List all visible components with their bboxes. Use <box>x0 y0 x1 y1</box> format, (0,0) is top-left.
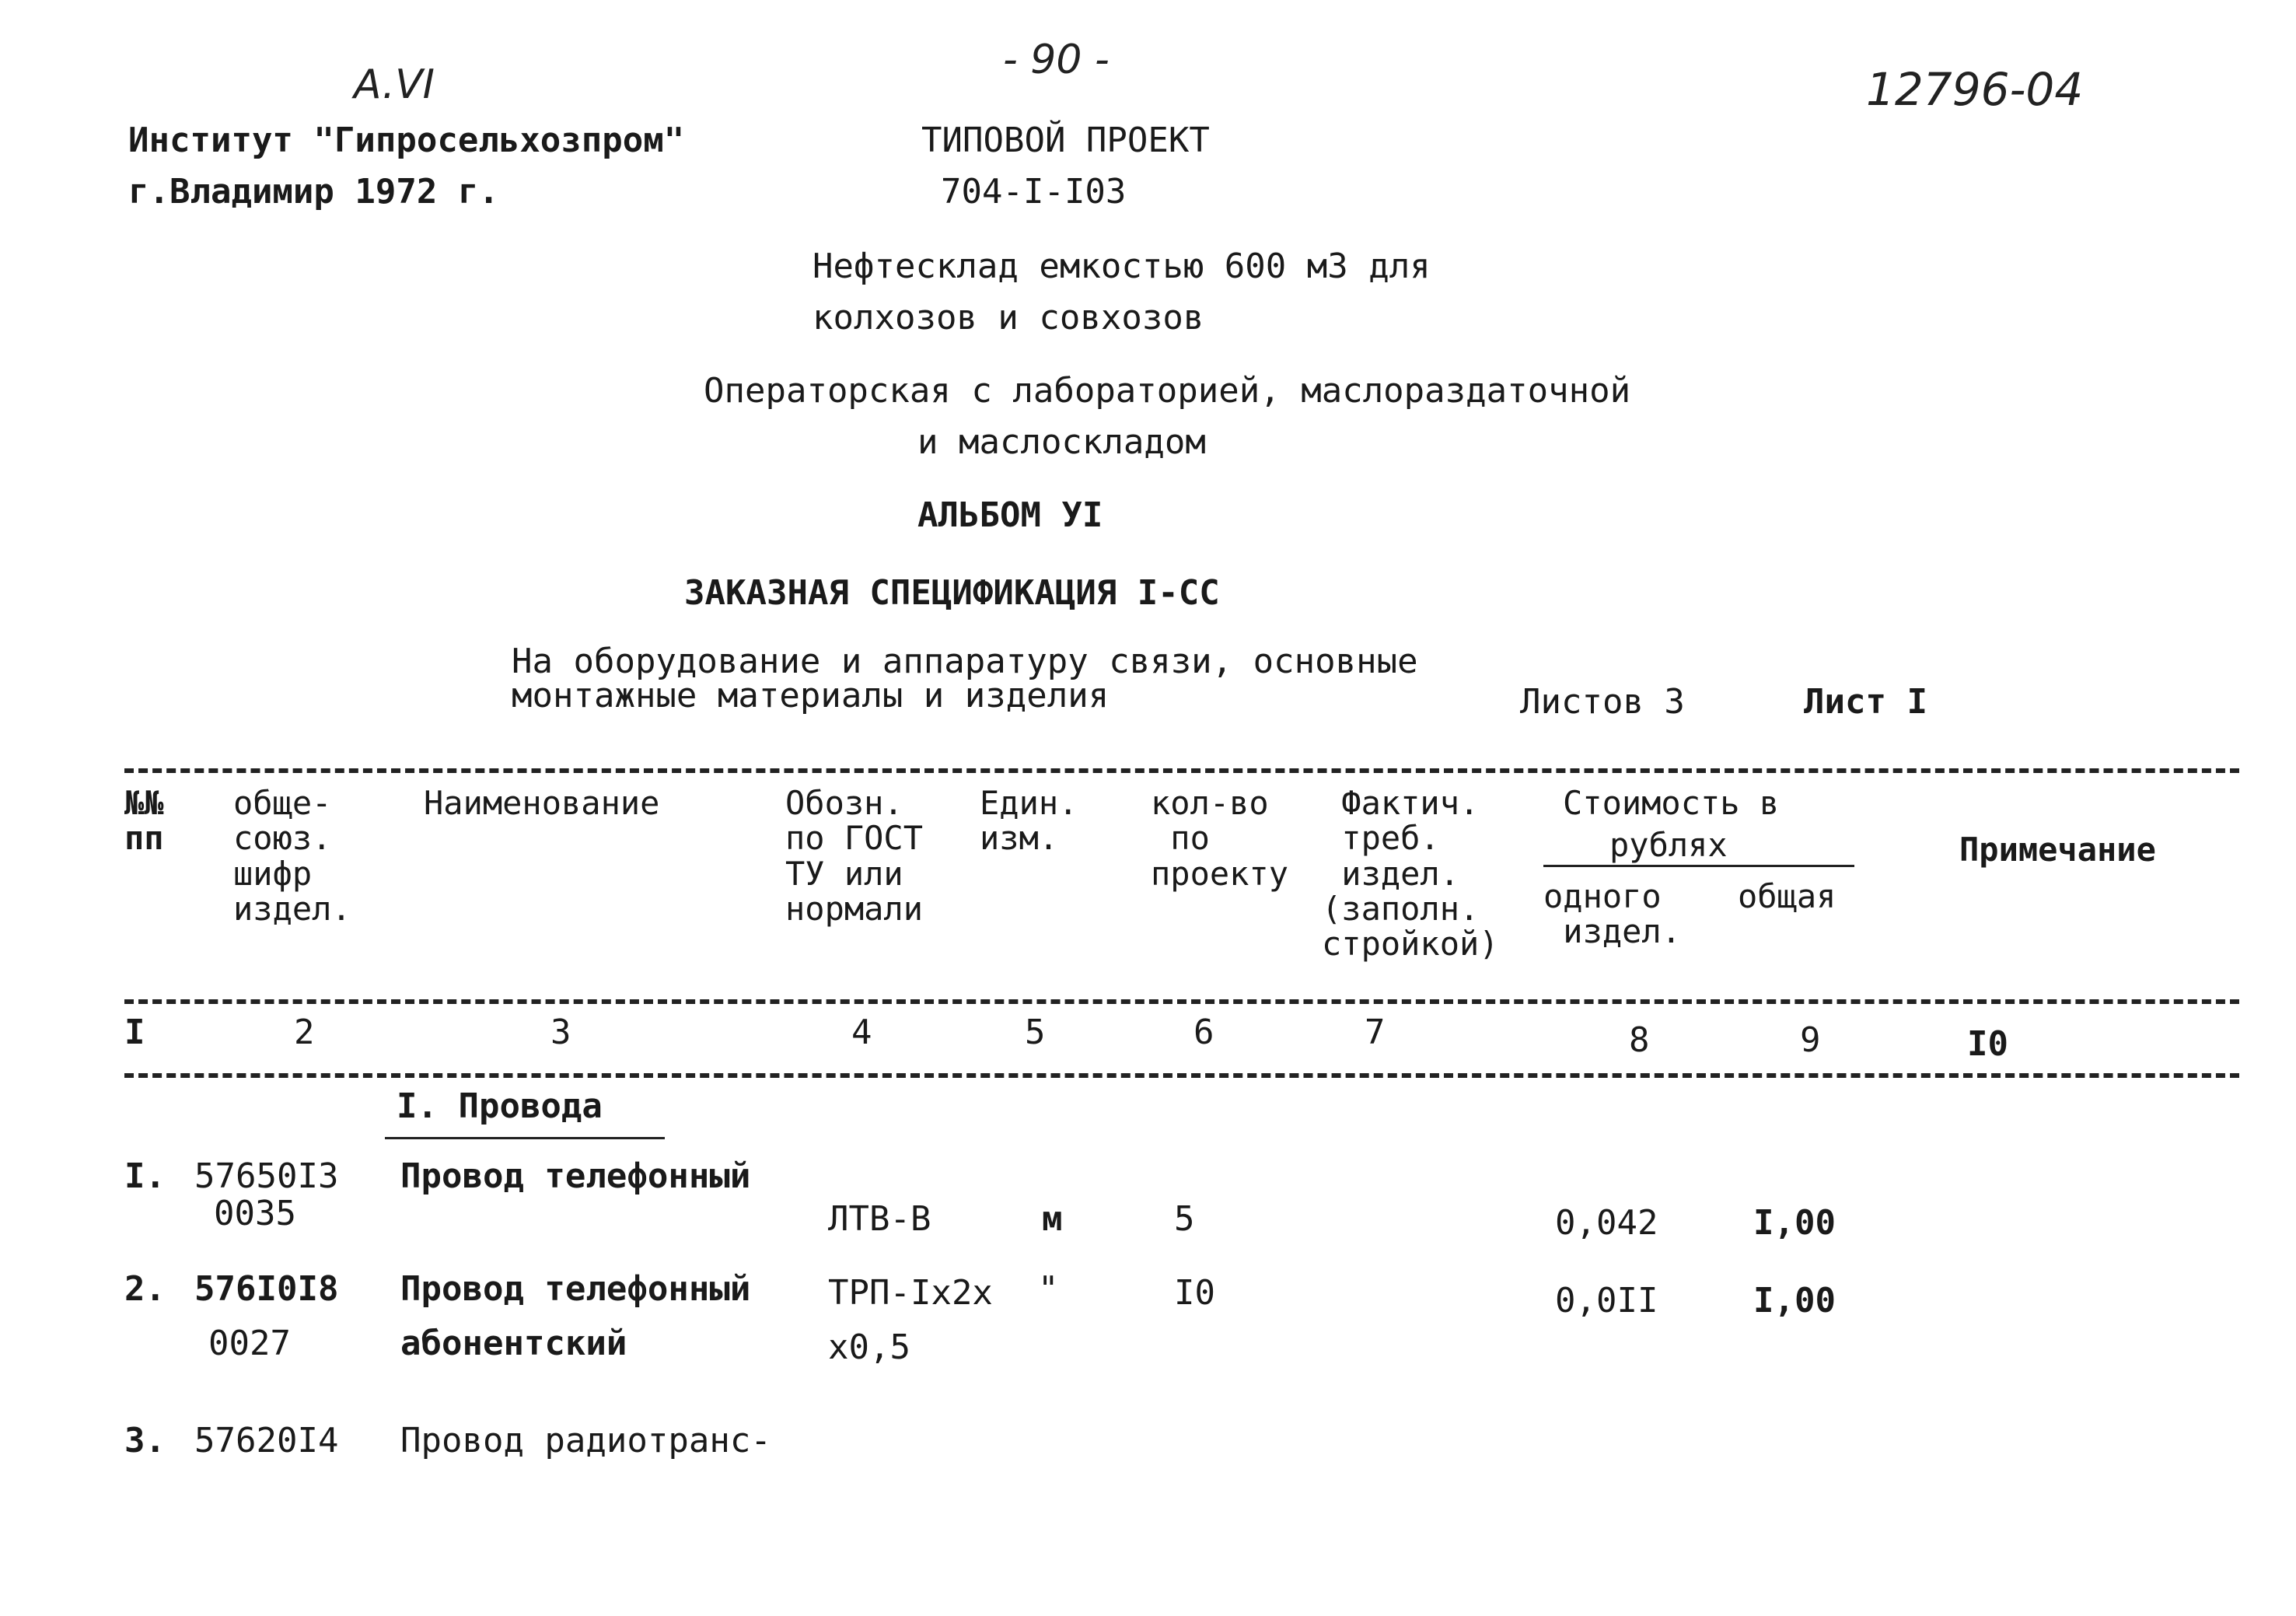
title-line-1: Нефтесклад емкостью 600 м3 для <box>813 247 1431 286</box>
row-2-name-1: Провод телефонный <box>400 1269 751 1309</box>
city-year: г.Владимир 1972 г. <box>128 172 499 212</box>
title-line-4: и маслоскладом <box>917 422 1206 462</box>
row-2-total: I,00 <box>1753 1281 1836 1320</box>
row-1-quantity: 5 <box>1174 1199 1195 1239</box>
col-header-notes: Примечание <box>1959 831 2156 869</box>
col-number-5: 5 <box>1025 1013 1046 1052</box>
row-2-code-2: 0027 <box>208 1324 291 1363</box>
table-top-rule <box>124 768 2239 773</box>
page-number: - 90 - <box>1003 37 1110 83</box>
col-number-9: 9 <box>1800 1020 1821 1060</box>
title-line-2: колхозов и совхозов <box>813 298 1204 338</box>
project-label: ТИПОВОЙ ПРОЕКТ <box>921 121 1210 160</box>
section-title: I. Провода <box>397 1086 603 1126</box>
col-header-name: Наименование <box>424 784 660 822</box>
col-header-quantity: кол-во по проекту <box>1151 784 1289 893</box>
row-3-number: 3. <box>124 1421 166 1460</box>
col-number-7: 7 <box>1365 1013 1386 1052</box>
sheets-total: Листов 3 <box>1520 682 1685 722</box>
col-number-8: 8 <box>1629 1020 1650 1060</box>
row-2-number: 2. <box>124 1269 166 1309</box>
row-2-gost-2: х0,5 <box>828 1327 910 1367</box>
row-2-quantity: I0 <box>1174 1273 1215 1313</box>
title-line-3: Операторская с лабораторией, маслораздаточной <box>704 371 1631 411</box>
col-header-cost: Стоимость в <box>1563 784 1780 822</box>
row-1-code-2: 0035 <box>214 1194 296 1233</box>
col-header-actual: Фактич. треб. издел. (заполн. стройкой) <box>1322 784 1499 964</box>
col-number-1: I <box>124 1013 145 1052</box>
row-1-name: Провод телефонный <box>400 1156 751 1196</box>
row-2-price: 0,0II <box>1555 1281 1658 1320</box>
row-3-name: Провод радиотранс- <box>400 1421 771 1460</box>
row-1-code-1: 57650I3 <box>194 1156 339 1196</box>
col-header-cost-rubles: рублях <box>1609 826 1728 864</box>
document-number: 12796-04 <box>1866 63 2084 116</box>
spec-subtitle-1: На оборудование и аппаратуру связи, основные <box>512 642 1418 681</box>
row-2-name-2: абонентский <box>400 1324 627 1363</box>
col-number-3: 3 <box>550 1013 571 1052</box>
col-number-2: 2 <box>294 1013 315 1052</box>
spec-subtitle-2: монтажные материалы и изделия <box>512 676 1110 715</box>
col-number-6: 6 <box>1193 1013 1214 1052</box>
col-header-unit: Един. изм. <box>980 784 1078 858</box>
cost-header-underline <box>1543 865 1854 867</box>
institute-name: Институт "Гипросельхозпром" <box>128 121 685 160</box>
row-1-price: 0,042 <box>1555 1203 1658 1243</box>
column-numbers-rule <box>124 1073 2239 1078</box>
row-1-total: I,00 <box>1753 1203 1836 1243</box>
album-title: АЛЬБОМ УI <box>917 495 1103 535</box>
spec-title: ЗАКАЗНАЯ СПЕЦИФИКАЦИЯ I-СС <box>684 573 1220 613</box>
col-header-total: общая <box>1738 877 1836 915</box>
row-2-code-1: 576I0I8 <box>194 1269 339 1309</box>
col-number-4: 4 <box>851 1013 872 1052</box>
row-2-unit: " <box>1038 1269 1059 1309</box>
col-header-gost: Обозн. по ГОСТ ТУ или нормали <box>785 784 924 929</box>
row-2-gost-1: ТРП-Iх2х <box>828 1273 993 1313</box>
row-1-number: I. <box>124 1156 166 1196</box>
col-number-10: I0 <box>1967 1024 2008 1064</box>
row-1-gost: ЛТВ-В <box>828 1199 931 1239</box>
project-number: 704-I-I03 <box>941 172 1127 212</box>
album-mark: A.VI <box>354 61 435 108</box>
row-1-unit: м <box>1042 1199 1063 1239</box>
section-title-underline <box>385 1137 665 1139</box>
sheet-number: Лист I <box>1804 682 1927 722</box>
row-3-code-1: 57620I4 <box>194 1421 339 1460</box>
col-header-code: обще- союз. шифр издел. <box>233 784 351 929</box>
col-header-unit-price: одного издел. <box>1543 877 1682 951</box>
header-bottom-rule <box>124 999 2239 1004</box>
col-header-number: №№ пп <box>124 784 164 858</box>
